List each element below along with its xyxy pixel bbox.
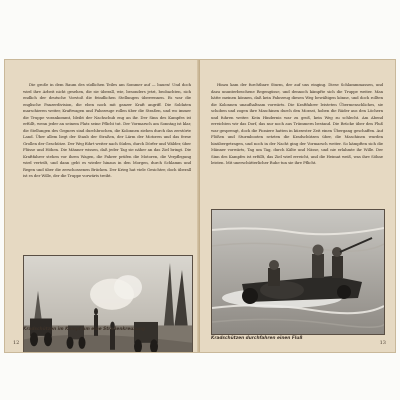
right-page-paragraph: Hinzu kam der furchtbare Sturm, der auf uns einging. Diese Schlammmassen, und dazu ununterbrochene Regengüsse, und dennoch kämpfte sich die Truppe weiter. Man hätte meinen können, daß kein Fahrzeug diesen Weg bewältigen könne, und doch rollten die Kolonnen unaufhaltsam vorwärts. Die Kraftfahrer leisteten Übermenschliches, sie schoben und zogen ihre Maschinen durch den Morast, hoben die Räder aus den Löchern und fuhren weiter. Kein Hindernis war zu groß, kein Weg zu schlecht. Am Abend erreichten wir das Dorf, das nur noch aus Trümmern bestand. Die Brücke über den Fluß war gesprengt, doch die Pioniere hatten in kürzester Zeit einen Übergang geschaffen. Auf Flößen und Sturmbooten setzten die Kradschützen über, die Maschinen wurden hinübergetragen, und noch in der Nacht ging der Vormarsch weiter. So kämpften sich die Männer vorwärts, Tag um Tag, durch Kälte und Nässe, und nie erlahmte ihr Wille. Der Sinn des Kampfes ist erfüllt, das Ziel wird erreicht, und die Heimat weiß, was ihre Söhne leisten. Mit unerschütterlicher Ruhe tun sie ihre Pflicht. — [211, 82, 383, 165]
left-page — [5, 60, 200, 352]
left-page-body-text — [23, 82, 191, 244]
left-page-photo — [23, 255, 193, 352]
right-page-photo-caption: Kradschützen durchfahren einen Fluß — [211, 336, 303, 341]
right-page-body-text — [211, 82, 383, 207]
left-page-number: 12 — [13, 340, 20, 346]
left-page-paragraph: Die große in dem Raum des südlichen Teiles am Sommer auf — bauen! Und doch wird ihre Arbeit nicht gesehen, die sie überall, wie, besonders jetzt, beobachten, sich endlich der deutsche Vorstoß die feindlichen Stellungen überrennen. Es war die englische Panzerdivision, die eben noch mit ganzer Kraft angriff. Die Soldaten marschieren weiter, Kraftwagen und Fahrzeuge rollen über die Straßen, und wo immer die Truppe vorankommt, bleibt der Nachschub eng an ihr. Der Sinn des Kampfes ist erfüllt, wenn jeder an seinem Platz seine Pflicht tut. Der Vormarsch am Sonntag ist klar, die Stellungen des Gegners sind durchbrochen, die Kolonnen ziehen durch das zerstörte Land. Über allem liegt der Staub der Straßen, der Lärm der Motoren und das ferne Grollen der Geschütze. Der Weg führt weiter nach Süden, durch Dörfer und Wälder, über Flüsse und Höhen. Die Männer wissen, daß jeder Tag sie näher an das Ziel bringt. Die Kraftfahrer stehen vor ihren Wagen, die Fahrer prüfen die Motoren, die Verpflegung wird verteilt, und dann geht es wieder hinaus in den Morgen, durch Schlamm und Regen und über die zerschossenen Brücken. Der Krieg hat viele Gesichter, doch überall ist es der Wille, der die Truppe vorwärts treibt. — [23, 82, 191, 178]
left-page-photo-caption: Kradschützen im Kampf um eine Straßenkreuzung — [23, 327, 146, 332]
right-page — [200, 60, 395, 352]
motorcyclists-at-crossroads-photo — [24, 256, 192, 352]
right-page-number: 13 — [379, 340, 386, 346]
right-page-photo — [211, 209, 385, 335]
book-spread — [5, 60, 395, 352]
motorcyclists-crossing-river-photo — [212, 210, 384, 334]
